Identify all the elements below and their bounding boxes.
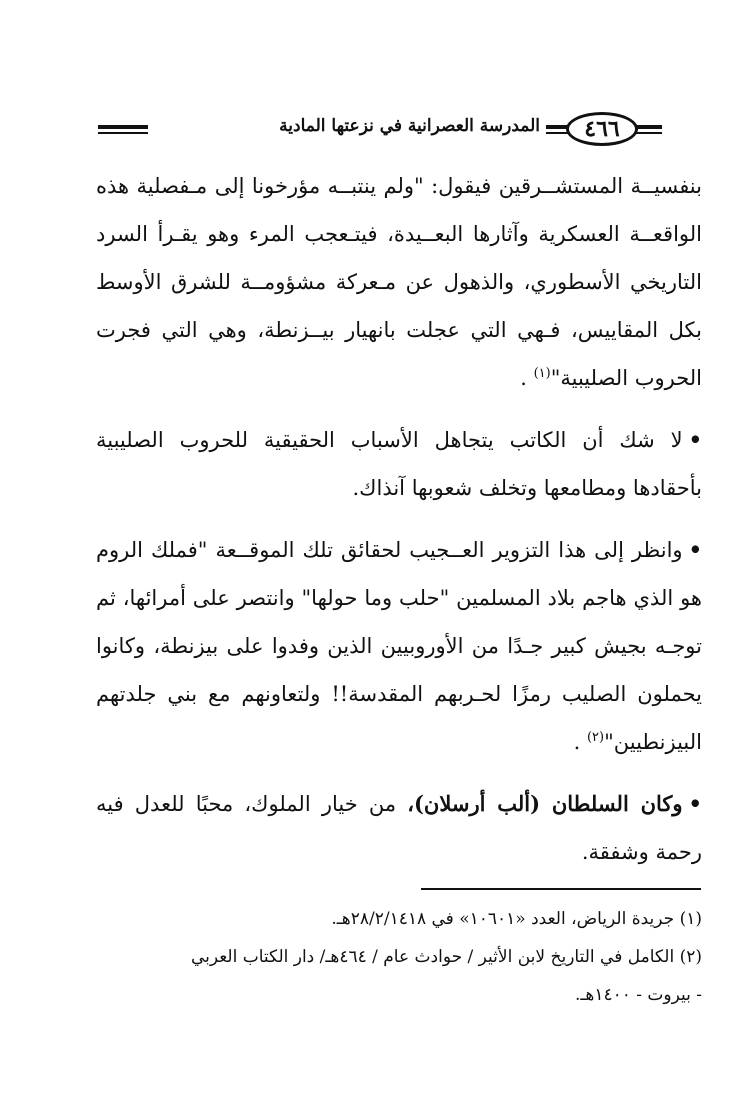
page-number — [566, 112, 638, 146]
footnote-2: (٢) الكامل في التاريخ لابن الأثير / حوادث عام / ٤٦٤هـ/ دار الكتاب العربي — [190, 947, 702, 967]
paragraph-bullet-3-text: من خيار الملوك، محبًا للعدل فيه رحمة وشفقة. — [96, 792, 702, 864]
paragraph-bullet-2: •وانظر إلى هذا التزوير العــجيب لحقائق تلك الموقــعة "فملك الروم هو الذي هاجم بلاد المسلمين "حلب وما حولها" وانتصر على أمرائها، ثم توجـه بجيش كبير جـدًا من الأوروبيين الذين وفدوا على بيزنطة، وكانوا يحملون الصليب رمزًا لحـربهم المقدسة!! ولتعاونهم مع بني جلدتهم البيزنطيين"$^{(٢)}$ . — [96, 537, 702, 754]
sultan-name: وكان السلطان (ألب أرسلان)، — [407, 791, 683, 816]
header-rule-right-thin — [636, 132, 662, 134]
bullet-marker: • — [688, 537, 702, 562]
page-number-text: ٤٦٦ — [584, 116, 620, 142]
header-rule-right — [636, 125, 662, 129]
footnotes — [96, 900, 702, 1014]
footnote-1: (١) جريدة الرياض، العدد «١٠٦٠١» في ٢٨/٢/١٤١٨هـ. — [331, 909, 702, 929]
footnote-divider — [421, 888, 701, 890]
running-title: المدرسة العصرانية في نزعتها المادية — [273, 116, 546, 136]
footnote-ref-1: (١) — [533, 366, 551, 381]
paragraph-bullet-1 — [96, 416, 702, 512]
body-text — [96, 162, 702, 876]
header-rule-left-thin — [98, 132, 148, 134]
paragraph-bullet-1-text: لا شك أن الكاتب يتجاهل الأسباب الحقيقية للحروب الصليبية بأحقادها ومطامعها وتخلف شعوبها آنذاك. — [96, 428, 702, 500]
header-rule-left — [98, 125, 148, 129]
paragraph-bullet-3 — [96, 780, 702, 876]
bullet-marker: • — [688, 791, 702, 816]
footnote-2-continuation: - بيروت - ١٤٠٠هـ. — [574, 985, 702, 1005]
bullet-marker: • — [688, 427, 702, 452]
page-header — [0, 96, 756, 156]
footnote-ref-2: (٢) — [586, 730, 605, 745]
paragraph-bullet-2-text: وانظر إلى هذا التزوير العــجيب لحقائق تلك الموقــعة "فملك الروم هو الذي هاجم بلاد المسلمين "حلب وما حولها" وانتصر على أمرائها، ثم توجـه بجيش كبير جـدًا من الأوروبيين الذين وفدوا على بيزنطة، وكانوا يحملون الصليب رمزًا لحـربهم المقدسة!! ولتعاونهم مع بني جلدتهم البيزنطيين" — [96, 538, 702, 754]
paragraph-quote-1: بنفسيــة المستشــرقين فيقول: "ولم ينتبــه مؤرخونا إلى مـفصلية هذه الواقعــة العسكرية وآثارها البعــيدة، فيتـعجب المرء وهو يقـرأ السرد التاريخي الأسطوري، والذهول عن مـعركة مشؤومــة للشرق الأوسط بكل المقاييس، فـهي التي عجلت بانهيار بيــزنطة، وهي التي فجرت الحروب الصليبية"$^{(١)}$ . — [96, 174, 702, 390]
paragraph-quote-1-text: بنفسيــة المستشــرقين فيقول: "ولم ينتبــه مؤرخونا إلى مـفصلية هذه الواقعــة العسكرية وآثارها البعــيدة، فيتـعجب المرء وهو يقـرأ السرد التاريخي الأسطوري، والذهول عن مـعركة مشؤومــة للشرق الأوسط بكل المقاييس، فـهي التي عجلت بانهيار بيــزنطة، وهي التي فجرت الحروب الصليبية" — [96, 174, 702, 390]
